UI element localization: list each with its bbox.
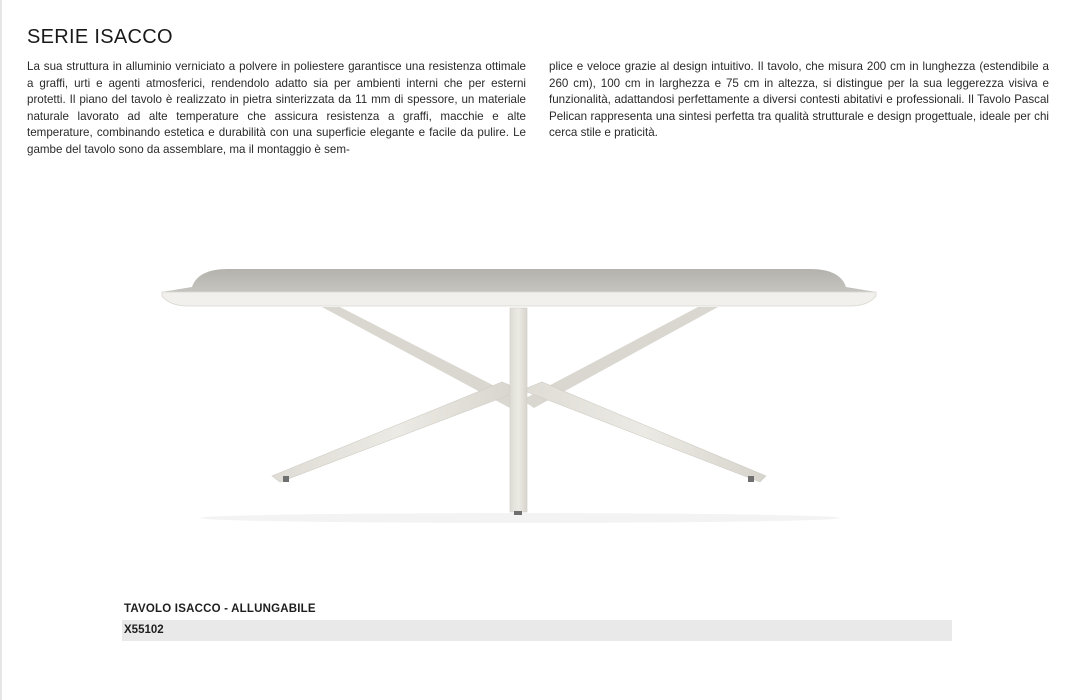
foot-left [283,476,289,482]
foot-center [514,511,522,515]
product-code-bar [122,620,952,641]
product-name: TAVOLO ISACCO - ALLUNGABILE [124,603,316,615]
page-title: SERIE ISACCO [27,26,173,48]
table-illustration [150,250,890,525]
tabletop-edge [162,292,876,306]
description-column-2: plice e veloce grazie al design intuitivo. Il tavolo, che misura 200 cm in lunghezza (estendibile a 260 cm), 100 cm in larghezza e 75 cm in altezza, si distingue per la sua leggerezza visiva e funzionalità, adattandosi perfettamente a diversi contesti abitativi e professionali. Il Tavolo Pascal Pelican rappresenta una sintesi perfetta tra qualità strutturale e design progettuale, ideale per chi cerca stile e praticità. [549,60,1049,140]
tabletop-surface [162,269,876,294]
foot-right [748,476,754,482]
leg-front-left [272,382,522,482]
dining-table-image [150,250,890,525]
product-code: X55102 [124,624,164,636]
center-column [510,308,527,512]
description-column-1: La sua struttura in alluminio verniciato a polvere in poliestere garantisce una resistenza ottimale a graffi, urti e agenti atmosferici, rendendolo adatto sia per ambienti interni che per esterni protetti. Il piano del tavolo è realizzato in pietra sinterizzata da 11 mm di spessore, un materiale naturale lavorato ad alte temperature che assicura resistenza a graffi, macchie e alte temperature, combinando estetica e durabilità con una superficie elegante e facile da pulire. Le gambe del tavolo sono da assemblare, ma il montaggio è sem- [27,60,526,156]
leg-front-right [522,382,766,482]
page-edge [0,0,2,700]
